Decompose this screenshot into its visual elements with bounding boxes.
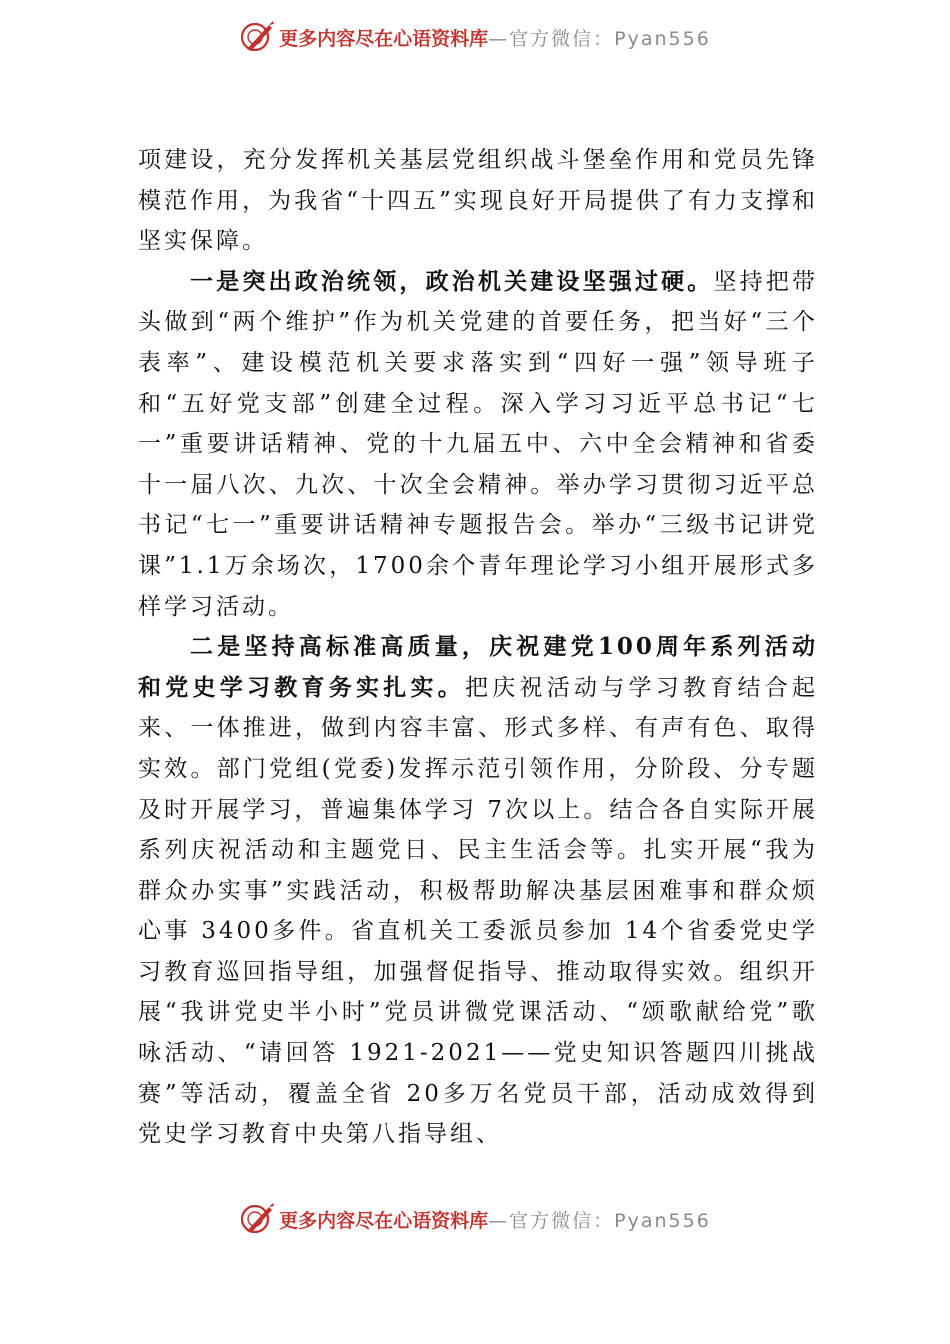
header-wechat: —官方微信：Pyan556: [488, 27, 711, 50]
header-brand: 更多内容尽在心语资料库: [279, 27, 489, 50]
paragraph-2-lead: 一是突出政治统领，政治机关建设坚强过硬。: [190, 267, 714, 295]
paragraph-1-body: 项建设，充分发挥机关基层党组织战斗堡垒作用和党员先锋模范作用，为我省“十四五”实现良好开局提供了有力支撑和坚实保障。: [138, 147, 818, 255]
brand-logo-icon: [239, 19, 275, 55]
footer-brand: 更多内容尽在心语资料库: [279, 1209, 489, 1232]
footer-text: [279, 1206, 711, 1233]
brand-logo-icon: [239, 1201, 275, 1237]
paragraph-3: [138, 627, 818, 1155]
footer-banner: [0, 1194, 950, 1244]
paragraph-3-lead: 二是坚持高标准高质量，庆祝建党100周年系列活动和党史学习教育务实扎实。: [138, 633, 818, 701]
paragraph-2-body: 坚持把带头做到“两个维护”作为机关党建的首要任务，把当好“三个表率”、建设模范机关要求落实到“四好一强”领导班子和“五好党支部”创建全过程。深入学习习近平总书记“七一”重要讲话精神、党的十九届五中、六中全会精神和省委十一届八次、九次、十次全会精神。举办学习贯彻习近平总书记“七一”重要讲话精神专题报告会。举办“三级书记讲党课”1.1万余场次，1700余个青年理论学习小组开展形式多样学习活动。: [138, 268, 819, 620]
paragraph-3-body: 把庆祝活动与学习教育结合起来、一体推进，做到内容丰富、形式多样、有声有色、取得实效。部门党组(党委)发挥示范引领作用，分阶段、分专题及时开展学习，普遍集体学习 7次以上。结合各自实际开展系列庆祝活动和主题党日、民主生活会等。扎实开展“我为群众办实事”实践活动，积极帮助解决基层困难事和群众烦心事 3400多件。省直机关工委派员参加 14个省委党史学习教育巡回指导组，加强督促指导、推动取得实效。组织开展“我讲党史半小时”党员讲微党课活动、“颂歌献给党”歌咏活动、“请回答 1921-2021——党史知识答题四川挑战赛”等活动，覆盖全省 20多万名党员干部，活动成效得到党史学习教育中央第八指导组、: [138, 674, 818, 1148]
header-text: [279, 24, 711, 51]
footer-wechat: —官方微信：Pyan556: [488, 1209, 711, 1232]
paragraph-1: [138, 140, 818, 262]
document-body: [138, 140, 818, 1155]
header-banner: [0, 12, 950, 62]
paragraph-2: [138, 262, 818, 627]
